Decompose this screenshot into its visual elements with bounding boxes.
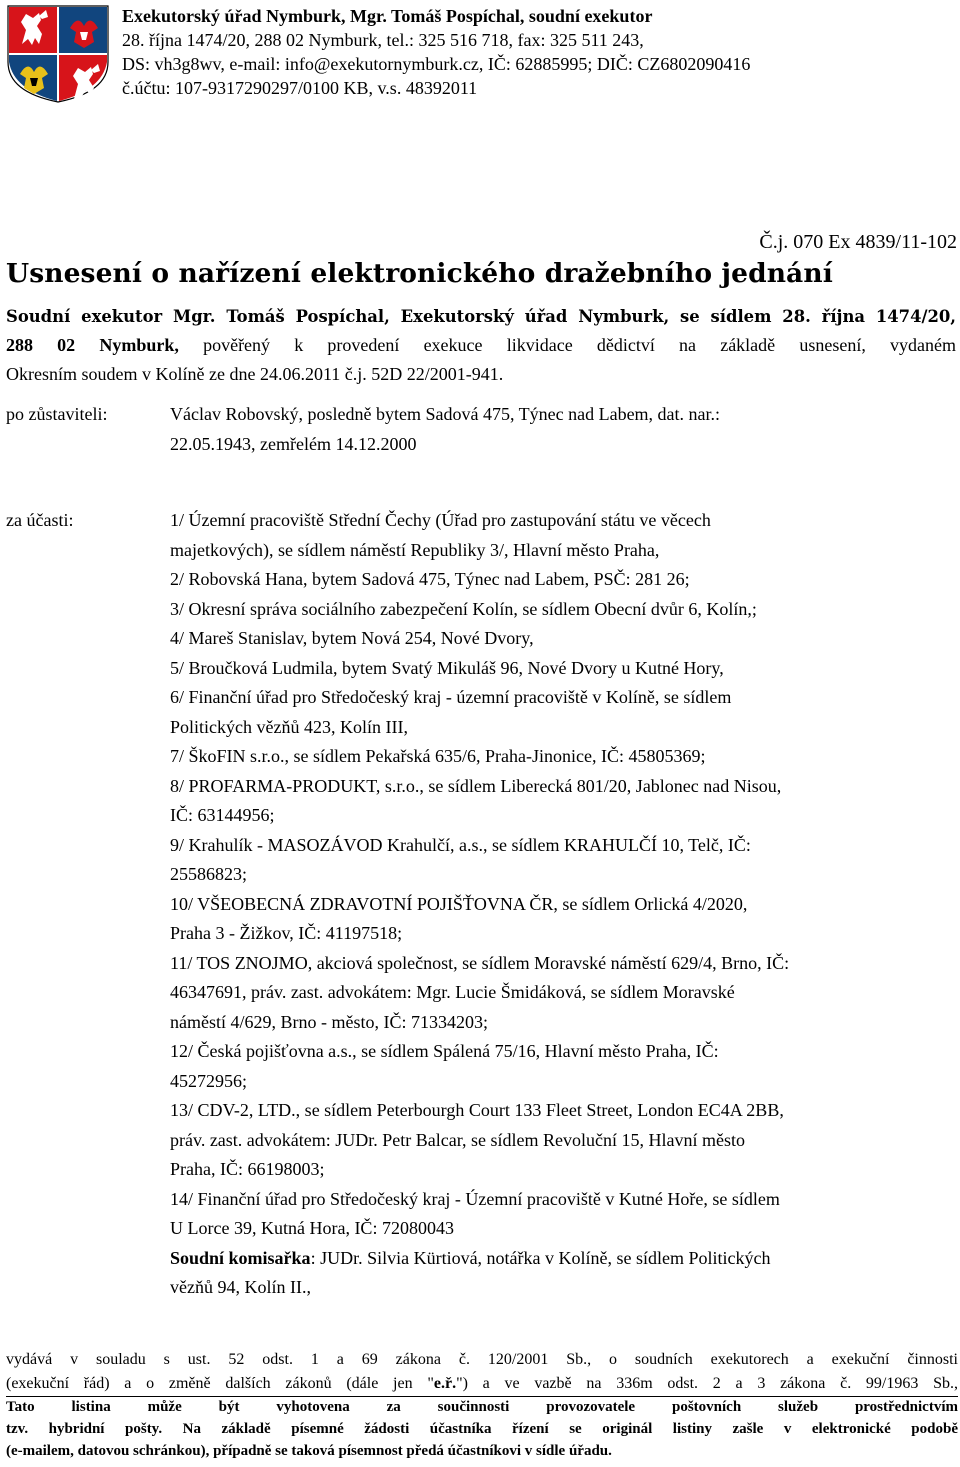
legal-basis-line: vydává v souladu s ust. 52 odst. 1 a 69 zákona č. 120/2001 Sb., o soudních exekutorech a exekuční činnosti bbox=[6, 1351, 958, 1368]
participant-line: 9/ Krahulík - MASOZÁVOD Krahulčí, a.s., se sídlem KRAHULČÍ 10, Telč, IČ: bbox=[170, 834, 751, 855]
office-address: 28. října 1474/20, 288 02 Nymburk, tel.: 325 516 718, fax: 325 511 243, bbox=[122, 30, 644, 50]
document-title: Usnesení o nařízení elektronického dražebního jednání bbox=[6, 258, 833, 289]
intro-line-3: Okresním soudem v Kolíně ze dne 24.06.2011 č.j. 52D 22/2001-941. bbox=[6, 364, 504, 384]
participant-line: 14/ Finanční úřad pro Středočeský kraj - Územní pracoviště v Kutné Hoře, se sídlem bbox=[170, 1188, 780, 1209]
participant-line: 12/ Česká pojišťovna a.s., se sídlem Spálená 75/16, Hlavní město Praha, IČ: bbox=[170, 1041, 719, 1061]
commissioner-text: : JUDr. Silvia Kürtiová, notářka v Kolíně, se sídlem Politických bbox=[310, 1247, 771, 1268]
commissioner-line: vězňů 94, Kolín II., bbox=[170, 1277, 311, 1297]
office-name: Exekutorský úřad Nymburk, Mgr. Tomáš Pospíchal, soudní exekutor bbox=[122, 6, 653, 26]
legal-basis-line bbox=[6, 1372, 958, 1396]
participant-line: 13/ CDV-2, LTD., se sídlem Peterbourgh Court 133 Fleet Street, London EC4A 2BB, bbox=[170, 1100, 784, 1120]
office-contacts: DS: vh3g8wv, e-mail: info@exekutornymburk.cz, IČ: 62885995; DIČ: CZ6802090416 bbox=[122, 54, 751, 74]
footer bbox=[6, 1348, 958, 1462]
legal-basis-text: ") a ve vazbě na 336m odst. 2 a 3 zákona č. 99/1963 Sb., bbox=[456, 1375, 959, 1392]
participant-line: majetkových), se sídlem náměstí Republiky 3/, Hlavní město Praha, bbox=[170, 539, 660, 560]
participant-line: práv. zast. advokátem: JUDr. Petr Balcar, se sídlem Revoluční 15, Hlavní město bbox=[170, 1129, 745, 1150]
participant-line: 4/ Mareš Stanislav, bytem Nová 254, Nové Dvory, bbox=[170, 628, 534, 648]
participant-line: 6/ Finanční úřad pro Středočeský kraj - územní pracoviště v Kolíně, se sídlem bbox=[170, 687, 732, 707]
intro-line-2 bbox=[6, 331, 956, 360]
case-number: Č.j. 070 Ex 4839/11-102 bbox=[759, 231, 957, 253]
participant-line: Praha 3 - Žižkov, IČ: 41197518; bbox=[170, 923, 403, 943]
participant-line: náměstí 4/629, Brno - město, IČ: 71334203; bbox=[170, 1011, 488, 1032]
intro-line-1: Soudní exekutor Mgr. Tomáš Pospíchal, Exekutorský úřad Nymburk, se sídlem 28. října 1474/20, bbox=[6, 307, 956, 326]
participant-line: Politických vězňů 423, Kolín III, bbox=[170, 716, 408, 737]
legal-abbrev: e.ř. bbox=[433, 1375, 457, 1392]
office-bank-account: č.účtu: 107-9317290297/0100 KB, v.s. 48392011 bbox=[122, 78, 478, 98]
footer-divider bbox=[6, 1396, 958, 1397]
participant-line: Praha, IČ: 66198003; bbox=[170, 1159, 325, 1179]
participant-line: 3/ Okresní správa sociálního zabezpečení Kolín, se sídlem Obecní dvůr 6, Kolín,; bbox=[170, 598, 757, 619]
participant-line: 2/ Robovská Hana, bytem Sadová 475, Týnec nad Labem, PSČ: 281 26; bbox=[170, 569, 690, 589]
participant-line: 11/ TOS ZNOJMO, akciová společnost, se sídlem Moravské náměstí 629/4, Brno, IČ: bbox=[170, 952, 790, 973]
participant-line: 7/ ŠkoFIN s.r.o., se sídlem Pekařská 635/6, Praha-Jinonice, IČ: 45805369; bbox=[170, 746, 706, 766]
hybrid-mail-notice: (e-mailem, datovou schránkou), případně se taková písemnost předá účastníkovi v sídle úřadu. bbox=[6, 1443, 612, 1459]
czech-coat-of-arms-icon bbox=[6, 4, 110, 104]
participant-line: U Lorce 39, Kutná Hora, IČ: 72080043 bbox=[170, 1218, 454, 1238]
hybrid-mail-notice: Tato listina může být vyhotovena za součinnosti provozovatele poštovních služeb prostřednictvím bbox=[6, 1399, 958, 1415]
participant-line: 5/ Broučková Ludmila, bytem Svatý Mikuláš 96, Nové Dvory u Kutné Hory, bbox=[170, 657, 724, 678]
office-header bbox=[122, 4, 822, 100]
participant-line: 1/ Územní pracoviště Střední Čechy (Úřad pro zastupování státu ve věcech bbox=[170, 510, 711, 530]
intro-line-2-text: pověřený k provedení exekuce likvidace dědictví na základě usnesení, vydaném bbox=[178, 335, 956, 355]
commissioner-line bbox=[170, 1244, 956, 1274]
participants-list bbox=[170, 506, 956, 1303]
participant-line: 45272956; bbox=[170, 1070, 248, 1091]
hybrid-mail-notice: tzv. hybridní pošty. Na základě písemné žádosti účastníka řízení se originál listiny zašle v elektronické podobě bbox=[6, 1421, 958, 1437]
participant-line: 46347691, práv. zast. advokátem: Mgr. Lucie Šmidáková, se sídlem Moravské bbox=[170, 982, 735, 1002]
participant-line: IČ: 63144956; bbox=[170, 805, 275, 825]
participant-line: 25586823; bbox=[170, 864, 248, 884]
decedent-line: 22.05.1943, zemřelém 14.12.2000 bbox=[170, 433, 417, 454]
decedent-label: po zůstaviteli: bbox=[6, 404, 108, 424]
decedent-line: Václav Robovský, posledně bytem Sadová 475, Týnec nad Labem, dat. nar.: bbox=[170, 404, 721, 424]
participant-line: 10/ VŠEOBECNÁ ZDRAVOTNÍ POJIŠŤOVNA ČR, se sídlem Orlická 4/2020, bbox=[170, 893, 748, 914]
intro-address: 288 02 Nymburk, bbox=[6, 335, 179, 355]
commissioner-label: Soudní komisařka bbox=[170, 1247, 311, 1268]
intro-paragraph bbox=[6, 302, 956, 389]
participants-label: za účasti: bbox=[6, 510, 74, 530]
participant-line: 8/ PROFARMA-PRODUKT, s.r.o., se sídlem Liberecká 801/20, Jablonec nad Nisou, bbox=[170, 775, 782, 796]
decedent-details bbox=[170, 400, 956, 459]
legal-basis-text: (exekuční řád) a o změně dalších zákonů (dále jen " bbox=[6, 1375, 434, 1392]
